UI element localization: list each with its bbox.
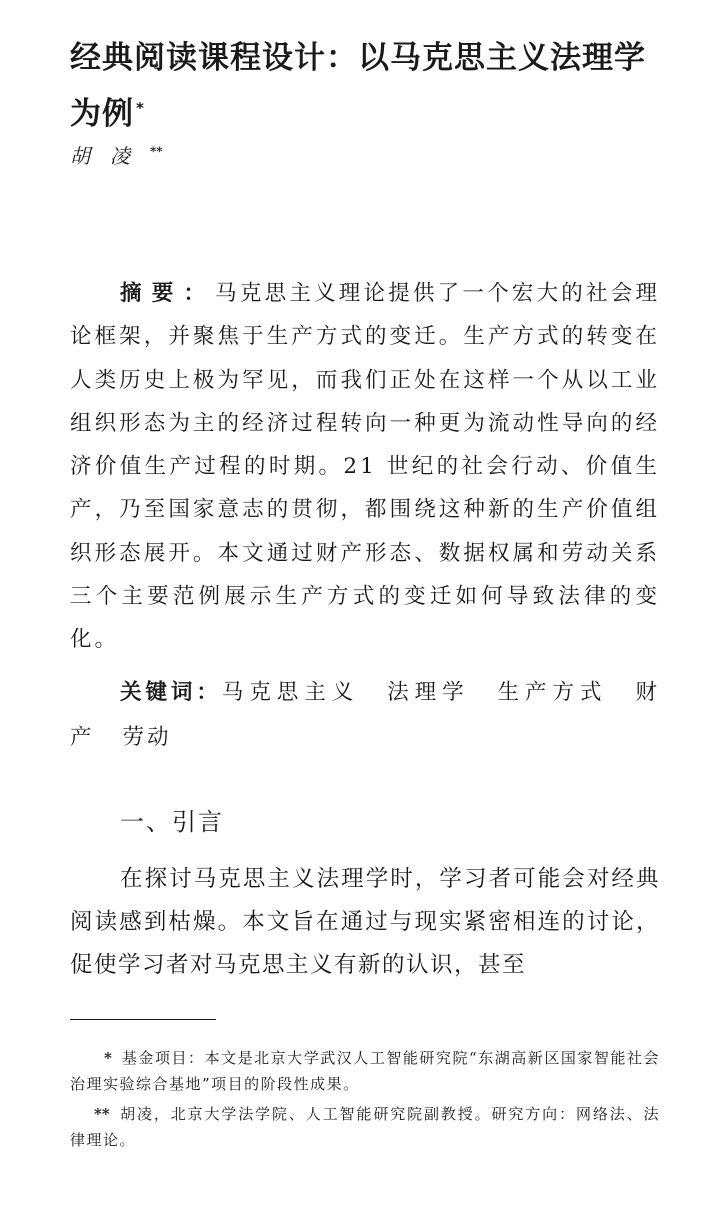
abstract-paragraph: [70, 272, 660, 662]
author-name: 胡凌: [70, 144, 150, 168]
keyword-item: 生产方式: [497, 680, 608, 705]
author-line: [70, 140, 163, 169]
abstract-text: 马克思主义理论提供了一个宏大的社会理论框架，并聚焦于生产方式的变迁。生产方式的转变在人类历史上极为罕见，而我们正处在这样一个从以工业组织形态为主的经济过程转向一种更为流动性导向的经济价值生产过程的时期。21 世纪的社会行动、价值生产，乃至国家意志的贯彻，都围绕这种新的生产价值组织形态展开。本文通过财产形态、数据权属和劳动关系三个主要范例展示生产方式的变迁如何导致法律的变化。: [70, 281, 660, 653]
footnote-mark: *: [104, 1049, 112, 1067]
keywords-label: 关键词：: [120, 680, 222, 705]
section-paragraph: [70, 858, 660, 987]
author-footnote-mark: **: [150, 144, 163, 159]
footnote-item: [70, 1101, 660, 1153]
keyword-item: 财产: [70, 680, 660, 750]
keyword-item: 劳动: [122, 725, 172, 750]
keyword-item: 法理学: [387, 680, 470, 705]
keyword-item: 马克思主义: [221, 680, 360, 705]
section-text: 在探讨马克思主义法理学时，学习者可能会对经典阅读感到枯燥。本文旨在通过与现实紧密相连的讨论，促使学习者对马克思主义有新的认识，甚至: [70, 866, 660, 978]
footnote-mark: **: [94, 1105, 110, 1123]
footnote-text: 基金项目：本文是北京大学武汉人工智能研究院“东湖高新区国家智能社会治理实验综合基地”项目的阶段性成果。: [70, 1049, 660, 1093]
footnote-separator: [70, 1019, 216, 1020]
paper-title-text: 经典阅读课程设计：以马克思主义法理学为例: [70, 40, 646, 132]
paper-title: [70, 30, 670, 142]
footnote-item: [70, 1045, 660, 1097]
abstract-label: 摘要：: [120, 281, 216, 306]
section-heading: 一、引言: [120, 808, 224, 836]
footnotes: [70, 1045, 660, 1157]
title-footnote-mark: *: [136, 98, 145, 117]
footnote-text: 胡凌，北京大学法学院、人工智能研究院副教授。研究方向：网络法、法律理论。: [70, 1105, 660, 1149]
keywords-paragraph: [70, 670, 660, 760]
